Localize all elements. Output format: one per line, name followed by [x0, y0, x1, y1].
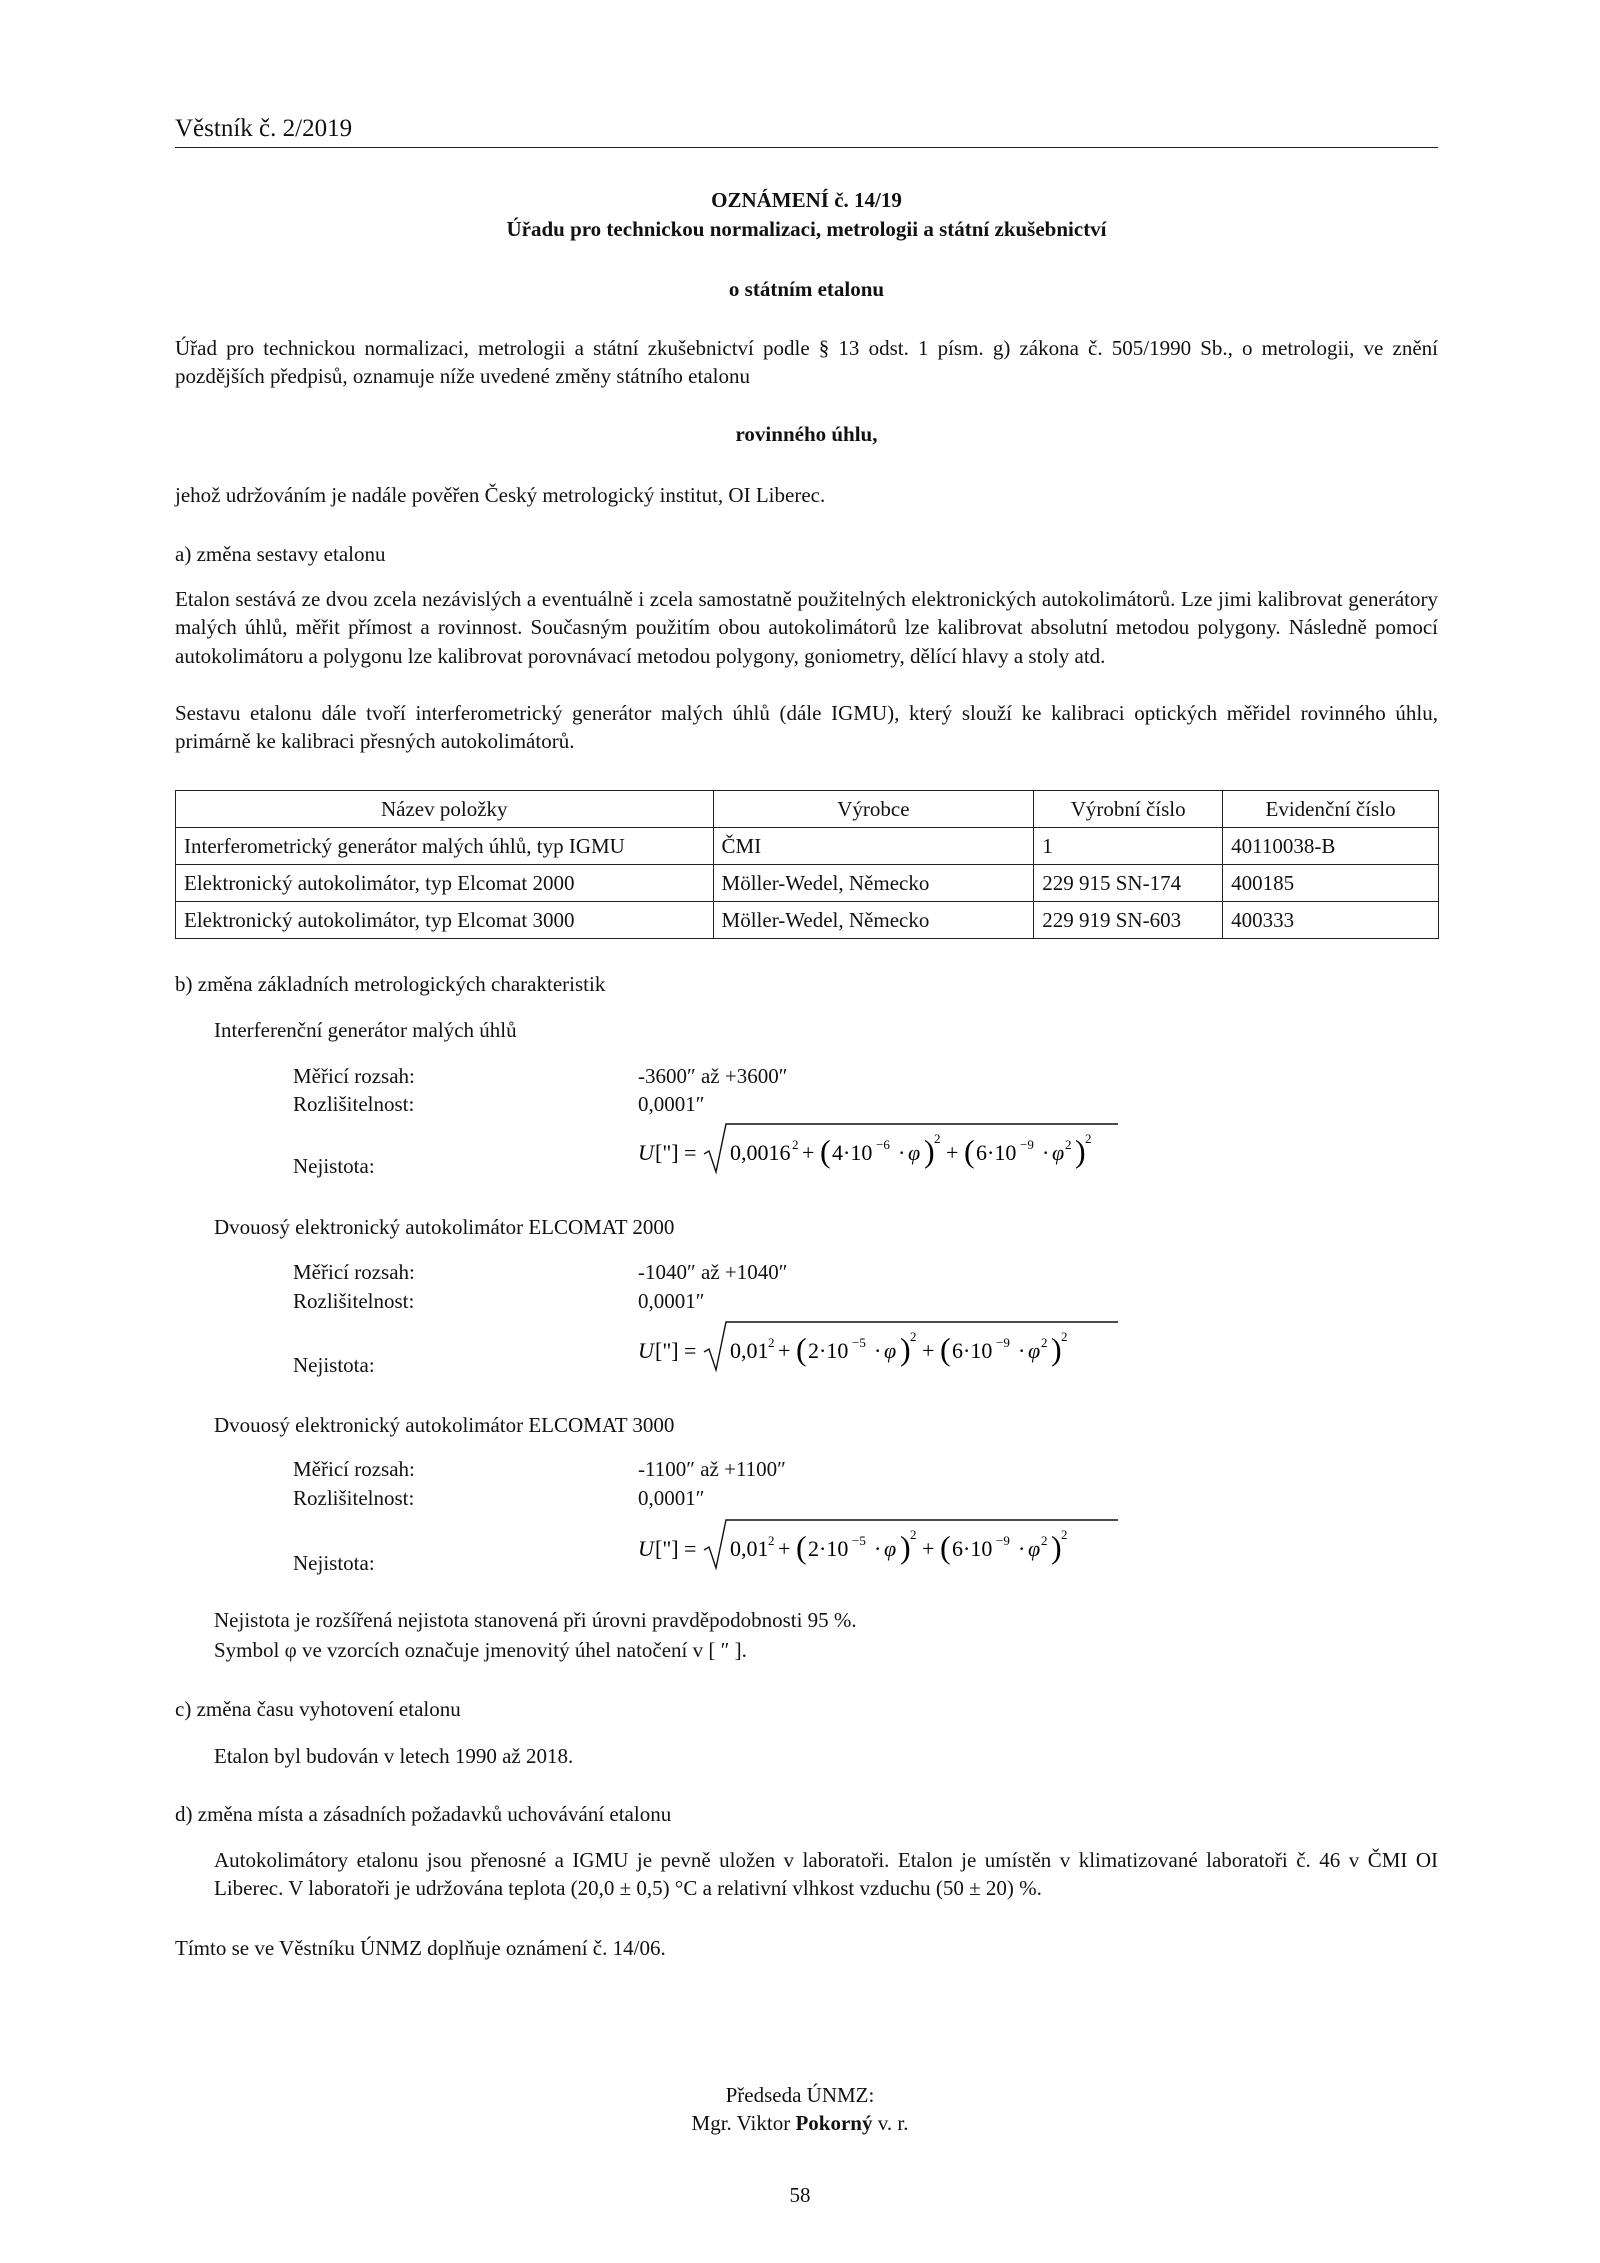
closing-statement: Tímto se ve Věstníku ÚNMZ doplňuje oznámení č. 14/06.: [175, 1936, 666, 1960]
table-cell: ČMI: [713, 828, 1034, 865]
formula-exponent: 2: [934, 1131, 941, 1146]
table-cell: 229 915 SN-174: [1034, 865, 1223, 902]
formula-dot: ·: [1042, 1140, 1050, 1165]
formula-paren: (: [964, 1133, 975, 1169]
table-header-row: [176, 791, 1439, 828]
formula-exponent: 2: [910, 1527, 917, 1542]
notice-number: OZNÁMENÍ č. 14/19: [711, 188, 902, 212]
table-cell: 229 919 SN-603: [1034, 902, 1223, 939]
device-1-resolution-label: Rozlišitelnost:: [293, 1092, 415, 1116]
section-d-text: Autokolimátory etalonu jsou přenosné a IGMU je pevně uložen v laboratoři. Etalon je umístěn v klimatizované laboratoři č. 46 v ČMI OI Liberec. V laboratoři je udržována teplota (20,0 ± 0,5) °C a relativní vlhkost vzduchu (50 ± 20) %.: [214, 1848, 1438, 1901]
section-d-heading: d) změna místa a zásadních požadavků uchovávání etalonu: [175, 1802, 672, 1826]
table-row: [176, 865, 1439, 902]
table-cell: 40110038-B: [1223, 828, 1439, 865]
signatory-name-suffix: v. r.: [872, 2111, 909, 2135]
formula-equals: =: [684, 1536, 697, 1561]
table-header: Výrobce: [713, 791, 1034, 828]
formula-paren: ): [1051, 1331, 1062, 1367]
formula-plus: +: [778, 1536, 791, 1561]
formula-plus: +: [922, 1536, 935, 1561]
formula-unit: ["]: [655, 1140, 679, 1165]
formula-exponent: 2: [768, 1533, 775, 1548]
formula-exponent: 2: [1041, 1533, 1048, 1548]
device-1-uncertainty-label: Nejistota:: [293, 1154, 375, 1178]
device-1-range-value: -3600″ až +3600″: [638, 1064, 788, 1088]
section-c-text: Etalon byl budován v letech 1990 až 2018.: [214, 1744, 574, 1768]
formula-phi: φ: [1028, 1536, 1041, 1561]
formula-phi: φ: [884, 1338, 897, 1363]
journal-header: Věstník č. 2/2019: [175, 111, 1438, 148]
device-1-name: Interferenční generátor malých úhlů: [214, 1018, 517, 1042]
formula-paren: (: [940, 1529, 951, 1565]
formula-paren: (: [940, 1331, 951, 1367]
formula-exponent: 2: [1085, 1131, 1092, 1146]
formula-dot: ·: [898, 1140, 906, 1165]
device-1-range-label: Měřicí rozsah:: [293, 1064, 415, 1088]
intro-mandate: jehož udržováním je nadále pověřen Český metrologický institut, OI Liberec.: [175, 483, 826, 507]
formula-exponent-a: −5: [852, 1533, 866, 1548]
formula-exponent: 2: [1061, 1329, 1068, 1344]
phi-symbol-note: Symbol φ ve vzorcích označuje jmenovitý úhel natočení v [ ″ ].: [214, 1638, 747, 1662]
etalon-name: rovinného úhlu,: [735, 422, 878, 446]
table-cell: 1: [1034, 828, 1223, 865]
table-cell: 400333: [1223, 902, 1439, 939]
formula-plus: +: [802, 1140, 815, 1165]
section-a-paragraph-1: Etalon sestává ze dvou zcela nezávislých a eventuálně i zcela samostatně použitelných elektronických autokolimátorů. Lze jimi kalibrovat generátory malých úhlů, měřit přímost a rovinnost. Současným použitím obou autokolimátorů lze kalibrovat absolutní metodou polygony. Následně pomocí autokolimátoru a polygonu lze kalibrovat porovnávací metodou polygony, goniometry, dělící hlavy a stoly atd.: [175, 587, 1438, 668]
formula-coefficient-b: 6·10: [952, 1536, 993, 1561]
etalon-items-table: [175, 790, 1439, 939]
formula-exponent-b: −9: [1020, 1137, 1034, 1152]
formula-equals: =: [684, 1338, 697, 1363]
signatory-name-prefix: Mgr. Viktor: [691, 2111, 796, 2135]
formula-exponent: 2: [910, 1329, 917, 1344]
device-3-range-label: Měřicí rozsah:: [293, 1457, 415, 1481]
table-cell: Elektronický autokolimátor, typ Elcomat 3000: [176, 902, 714, 939]
table-header: Výrobní číslo: [1034, 791, 1223, 828]
device-3-range-value: -1100″ až +1100″: [638, 1457, 786, 1481]
signatory-name: [0, 2109, 1600, 2137]
formula-unit: ["]: [655, 1536, 679, 1561]
formula-paren: ): [900, 1331, 911, 1367]
table-header: Název položky: [176, 791, 714, 828]
formula-dot: ·: [1018, 1338, 1026, 1363]
formula-phi: φ: [908, 1140, 921, 1165]
table-cell: Elektronický autokolimátor, typ Elcomat 2000: [176, 865, 714, 902]
device-3-resolution-label: Rozlišitelnost:: [293, 1486, 415, 1510]
section-a-paragraph-2: Sestavu etalonu dále tvoří interferometrický generátor malých úhlů (dále IGMU), který slouží ke kalibraci optických měřidel rovinného úhlu, primárně ke kalibraci přesných autokolimátorů.: [175, 701, 1438, 754]
formula-symbol-u: U: [638, 1338, 654, 1363]
table-row: [176, 902, 1439, 939]
formula-exponent: 2: [768, 1335, 775, 1350]
device-2-range-value: -1040″ až +1040″: [638, 1260, 788, 1284]
formula-coefficient-b: 6·10: [976, 1140, 1017, 1165]
section-c-heading: c) změna času vyhotovení etalonu: [175, 1697, 461, 1721]
formula-exponent-a: −5: [852, 1335, 866, 1350]
formula-phi: φ: [1052, 1140, 1065, 1165]
signatory-role: Předseda ÚNMZ:: [725, 2083, 875, 2107]
formula-paren: ): [900, 1529, 911, 1565]
table-cell: Möller-Wedel, Německo: [713, 902, 1034, 939]
formula-symbol-u: U: [638, 1536, 654, 1561]
formula-exponent-a: −6: [876, 1137, 890, 1152]
issuer-title: Úřadu pro technickou normalizaci, metrologii a státní zkušebnictví: [506, 217, 1107, 241]
table-cell: Interferometrický generátor malých úhlů, typ IGMU: [176, 828, 714, 865]
table-cell: Möller-Wedel, Německo: [713, 865, 1034, 902]
device-1-resolution-value: 0,0001″: [638, 1092, 705, 1116]
formula-coefficient-a: 2·10: [808, 1536, 849, 1561]
formula-paren: ): [924, 1133, 935, 1169]
formula-dot: ·: [874, 1338, 882, 1363]
table-cell: 400185: [1223, 865, 1439, 902]
device-1-uncertainty-formula: [638, 1118, 1158, 1185]
formula-coefficient-a: 2·10: [808, 1338, 849, 1363]
formula-dot: ·: [1018, 1536, 1026, 1561]
formula-constant: 0,01: [730, 1338, 769, 1363]
formula-paren: (: [796, 1529, 807, 1565]
signatory-surname: Pokorný: [795, 2111, 873, 2135]
formula-paren: (: [820, 1133, 831, 1169]
formula-paren: ): [1051, 1529, 1062, 1565]
formula-plus: +: [922, 1338, 935, 1363]
table-row: [176, 828, 1439, 865]
formula-exponent: 2: [1041, 1335, 1048, 1350]
formula-paren: (: [796, 1331, 807, 1367]
formula-constant: 0,01: [730, 1536, 769, 1561]
device-2-resolution-value: 0,0001″: [638, 1289, 705, 1313]
formula-dot: ·: [874, 1536, 882, 1561]
formula-symbol-u: U: [638, 1140, 654, 1165]
section-a-heading: a) změna sestavy etalonu: [175, 542, 386, 566]
formula-exponent: 2: [792, 1137, 799, 1152]
formula-coefficient-a: 4·10: [832, 1140, 873, 1165]
device-2-name: Dvouosý elektronický autokolimátor ELCOMAT 2000: [214, 1215, 675, 1239]
formula-unit: ["]: [655, 1338, 679, 1363]
intro-paragraph: Úřad pro technickou normalizaci, metrologii a státní zkušebnictví podle § 13 odst. 1 písm. g) zákona č. 505/1990 Sb., o metrologii, ve znění pozdějších předpisů, oznamuje níže uvedené změny státního etalonu: [175, 336, 1438, 389]
device-3-resolution-value: 0,0001″: [638, 1486, 705, 1510]
formula-phi: φ: [1028, 1338, 1041, 1363]
formula-plus: +: [778, 1338, 791, 1363]
formula-plus: +: [946, 1140, 959, 1165]
formula-phi: φ: [884, 1536, 897, 1561]
device-2-resolution-label: Rozlišitelnost:: [293, 1289, 415, 1313]
notice-subject: o státním etalonu: [728, 277, 885, 301]
formula-exponent-b: −9: [996, 1533, 1010, 1548]
device-2-uncertainty-label: Nejistota:: [293, 1353, 375, 1377]
device-2-uncertainty-formula: [638, 1316, 1158, 1383]
formula-exponent: 2: [1065, 1137, 1072, 1152]
device-2-range-label: Měřicí rozsah:: [293, 1260, 415, 1284]
device-3-uncertainty-label: Nejistota:: [293, 1551, 375, 1575]
page-number: 58: [789, 2183, 811, 2207]
formula-paren: ): [1075, 1133, 1086, 1169]
table-header: Evidenční číslo: [1223, 791, 1439, 828]
device-3-uncertainty-formula: [638, 1514, 1158, 1581]
formula-coefficient-b: 6·10: [952, 1338, 993, 1363]
formula-exponent-b: −9: [996, 1335, 1010, 1350]
section-b-heading: b) změna základních metrologických charakteristik: [175, 972, 606, 996]
formula-exponent: 2: [1061, 1527, 1068, 1542]
device-3-name: Dvouosý elektronický autokolimátor ELCOMAT 3000: [214, 1413, 675, 1437]
uncertainty-note: Nejistota je rozšířená nejistota stanovená při úrovni pravděpodobnosti 95 %.: [214, 1608, 857, 1632]
formula-equals: =: [684, 1140, 697, 1165]
formula-constant: 0,0016: [730, 1140, 791, 1165]
